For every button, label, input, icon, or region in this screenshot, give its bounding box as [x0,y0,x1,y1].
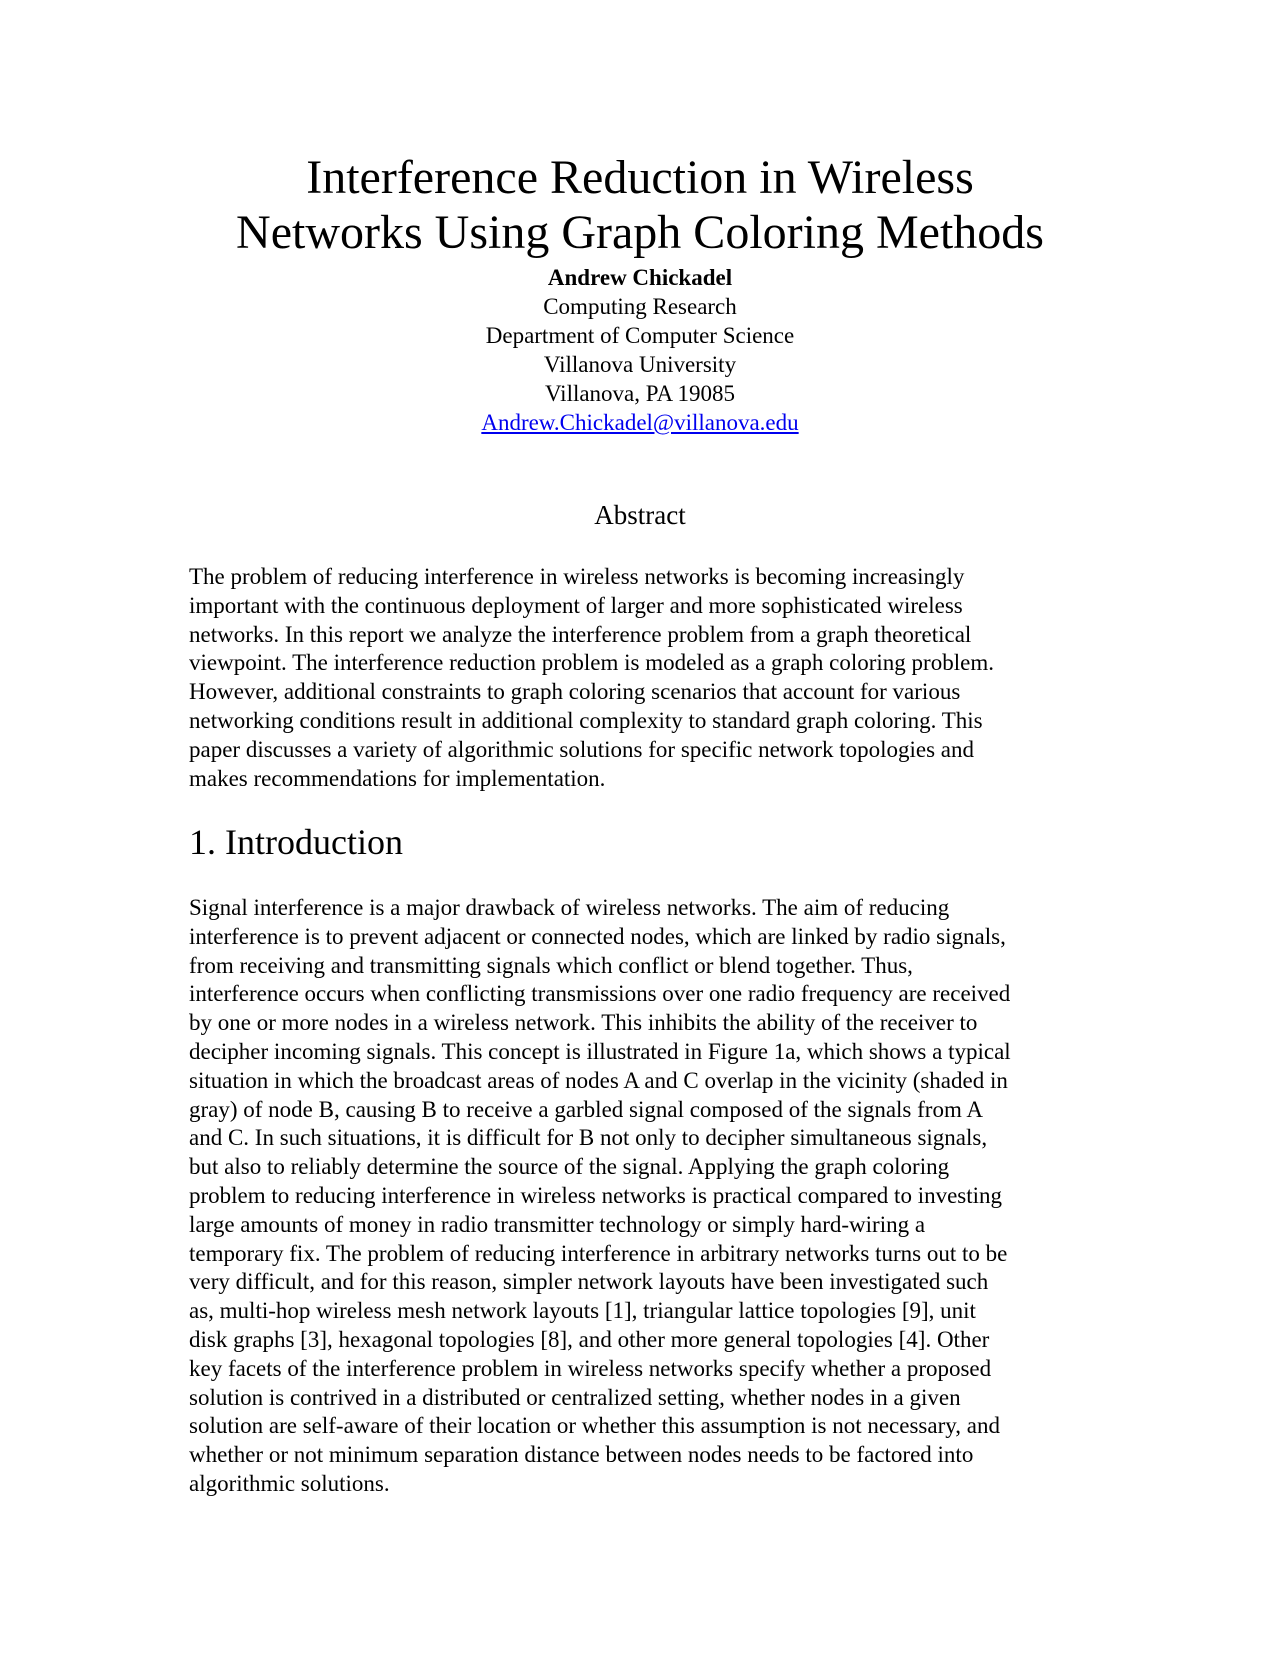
intro-line: large amounts of money in radio transmitter technology or simply hard-wiring a [189,1211,926,1237]
abstract-line: networks. In this report we analyze the interference problem from a graph theoretical [189,621,972,647]
intro-line: solution are self-aware of their location or whether this assumption is not necessary, and [189,1413,1000,1439]
abstract-line: important with the continuous deployment of larger and more sophisticated wireless [189,592,963,618]
intro-line: interference is to prevent adjacent or connected nodes, which are linked by radio signals, [189,923,1006,949]
intro-line: situation in which the broadcast areas of nodes A and C overlap in the vicinity (shaded in [189,1067,1008,1093]
paper-title-line-2: Networks Using Graph Coloring Methods [236,206,1044,259]
introduction-paragraph [189,894,1099,1499]
intro-line: by one or more nodes in a wireless network. This inhibits the ability of the receiver to [189,1010,978,1036]
abstract-paragraph [189,563,1099,793]
intro-line: interference occurs when conflicting transmissions over one radio frequency are received [189,981,1011,1007]
affiliation-group: Computing Research [543,294,737,319]
intro-line: from receiving and transmitting signals which conflict or blend together. Thus, [189,952,913,978]
intro-line: Signal interference is a major drawback of wireless networks. The aim of reducing [189,895,950,920]
introduction-heading: 1. Introduction [189,822,403,862]
abstract-line: networking conditions result in additional complexity to standard graph coloring. This [189,707,983,733]
author-email-link[interactable]: Andrew.Chickadel@villanova.edu [481,410,799,435]
paper-title-line-1: Interference Reduction in Wireless [306,151,974,204]
intro-line: problem to reducing interference in wireless networks is practical compared to investing [189,1182,1003,1208]
abstract-heading: Abstract [594,500,686,530]
intro-line: decipher incoming signals. This concept is illustrated in Figure 1a, which shows a typical [189,1038,1011,1064]
intro-line: as, multi-hop wireless mesh network layouts [1], triangular lattice topologies [9], unit [189,1298,976,1324]
intro-line: key facets of the interference problem in wireless networks specify whether a proposed [189,1355,992,1381]
intro-line: whether or not minimum separation distance between nodes needs to be factored into [189,1442,974,1468]
intro-line: very difficult, and for this reason, simpler network layouts have been investigated such [189,1269,989,1295]
abstract-line: However, additional constraints to graph coloring scenarios that account for various [189,679,961,705]
abstract-line: The problem of reducing interference in wireless networks is becoming increasingly [189,564,965,589]
abstract-line: makes recommendations for implementation. [189,765,606,791]
abstract-line: viewpoint. The interference reduction problem is modeled as a graph coloring problem. [189,650,994,676]
intro-line: but also to reliably determine the source of the signal. Applying the graph coloring [189,1154,950,1180]
affiliation-address: Villanova, PA 19085 [544,381,736,406]
intro-line: and C. In such situations, it is difficult for B not only to decipher simultaneous signals, [189,1125,988,1151]
author-name: Andrew Chickadel [547,265,733,290]
affiliation-university: Villanova University [543,352,737,377]
affiliation-department: Department of Computer Science [485,323,795,348]
intro-line: disk graphs [3], hexagonal topologies [8], and other more general topologies [4]. Other [189,1326,990,1352]
abstract-line: paper discusses a variety of algorithmic solutions for specific network topologies and [189,736,974,762]
intro-line: solution is contrived in a distributed or centralized setting, whether nodes in a given [189,1384,961,1410]
intro-line: temporary fix. The problem of reducing interference in arbitrary networks turns out to be [189,1240,1008,1266]
intro-line: algorithmic solutions. [189,1470,390,1496]
intro-line: gray) of node B, causing B to receive a garbled signal composed of the signals from A [189,1096,983,1122]
title-block [0,150,1280,437]
